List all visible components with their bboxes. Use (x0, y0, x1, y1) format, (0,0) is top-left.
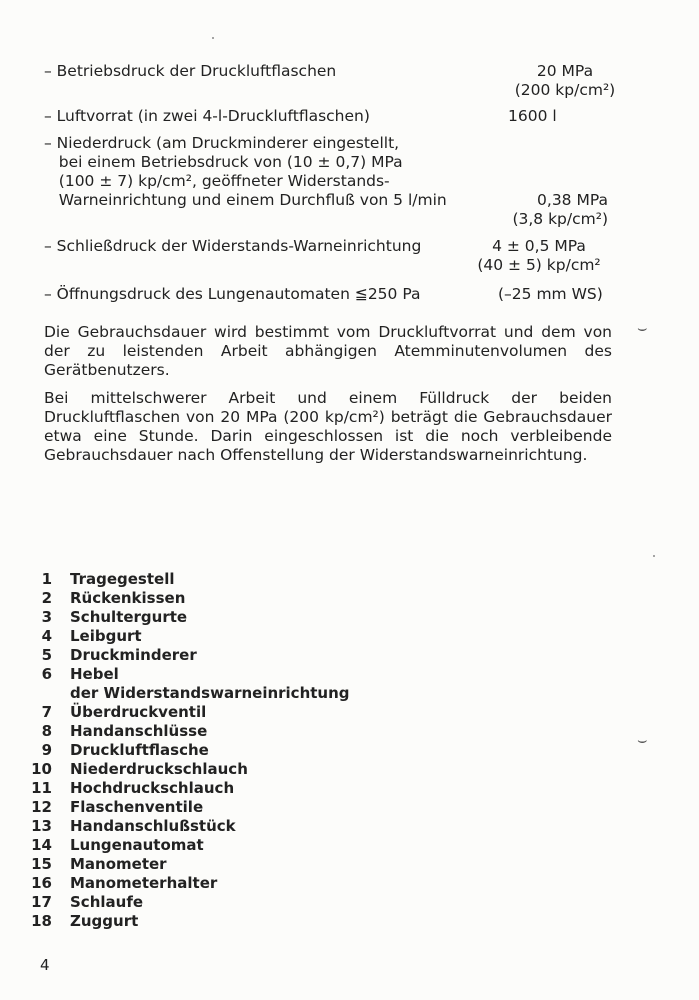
legend-number: 7 (41, 703, 52, 721)
legend-number: 6 (41, 665, 52, 683)
legend-number: 14 (31, 836, 52, 854)
legend-number: 9 (41, 741, 52, 759)
spec-value: 0,38 MPa (3,8 kp/cm²) (512, 191, 608, 228)
page-number: 4 (40, 956, 50, 974)
legend-number: 18 (31, 912, 52, 930)
spec-label: – Öffnungsdruck des Lungenautomaten ≦250 Pa (44, 285, 421, 303)
spec-item-opening-pressure (44, 285, 624, 304)
spec-value: 20 MPa (200 kp/cm²) (514, 62, 616, 99)
spec-item-low-pressure (44, 134, 624, 228)
legend-number: 11 (31, 779, 52, 797)
spec-label: – Schließdruck der Widerstands-Warneinrichtung (44, 237, 422, 255)
legend-text: Schlaufe (70, 893, 144, 911)
spec-item-closing-pressure (44, 237, 624, 274)
legend-number: 8 (41, 722, 52, 740)
legend-text: Manometerhalter (70, 874, 218, 892)
legend-text: Überdruckventil (70, 703, 207, 721)
legend-number: 10 (31, 760, 52, 778)
paragraph-usage-duration: Die Gebrauchsdauer wird bestimmt vom Druckluftvorrat und dem von der zu leistenden Arbeit abhängigen Atemminutenvolumen des Gerätbenutzers. (44, 323, 612, 379)
legend-number: 2 (41, 589, 52, 607)
legend-number: 12 (31, 798, 52, 816)
legend-number: 1 (41, 570, 52, 588)
legend-text: Druckminderer (70, 646, 197, 664)
paragraph-medium-work: Bei mittelschwerer Arbeit und einem Fülldruck der beiden Druckluftflaschen von 20 MPa (200 kp/cm²) beträgt die Gebrauchsdauer etwa eine Stunde. Darin eingeschlossen ist die noch verbleibende Gebrauchsdauer nach Offenstellung der Widerstandswarneinrichtung. (44, 389, 612, 464)
legend-number: 15 (31, 855, 52, 873)
spec-item-air-supply (44, 107, 624, 126)
legend-text: Hochdruckschlauch (70, 779, 235, 797)
spec-label: – Betriebsdruck der Druckluftflaschen (44, 62, 337, 80)
speck-mark (212, 37, 214, 39)
spec-item-operating-pressure (44, 62, 624, 99)
spec-value: 4 ± 0,5 MPa (40 ± 5) kp/cm² (477, 237, 601, 274)
spec-label: – Luftvorrat (in zwei 4-l-Druckluftflaschen) (44, 107, 370, 125)
legend-text: Handanschlußstück (70, 817, 236, 835)
legend-text: Druckluftflasche (70, 741, 209, 759)
staple-mark-icon: ⌣ (637, 318, 648, 337)
legend-text: Niederdruckschlauch (70, 760, 248, 778)
legend-number: 17 (31, 893, 52, 911)
legend-text: Hebel der Widerstandswarneinrichtung (70, 665, 350, 702)
legend-number: 5 (41, 646, 52, 664)
legend-text: Rückenkissen (70, 589, 186, 607)
legend-text: Leibgurt (70, 627, 142, 645)
legend-number: 16 (31, 874, 52, 892)
legend-text: Tragegestell (70, 570, 175, 588)
spec-value: (–25 mm WS) (498, 285, 603, 303)
spec-value: 1600 l (508, 107, 557, 125)
legend-number: 4 (41, 627, 52, 645)
legend-text: Flaschenventile (70, 798, 204, 816)
legend-number: 3 (41, 608, 52, 626)
legend-text: Zuggurt (70, 912, 139, 930)
legend-text: Handanschlüsse (70, 722, 208, 740)
spec-label: – Niederdruck (am Druckminderer eingestellt, bei einem Betriebsdruck von (10 ± 0,7) MPa (100 ± 7) kp/cm², geöffneter Widerstands- Warneinrichtung und einem Durchfluß von 5 l/min (44, 134, 447, 209)
legend-text: Lungenautomat (70, 836, 204, 854)
staple-mark-icon: ⌣ (637, 730, 648, 749)
legend-text: Manometer (70, 855, 167, 873)
legend-number: 13 (31, 817, 52, 835)
speck-mark (653, 555, 655, 557)
legend-text: Schultergurte (70, 608, 188, 626)
